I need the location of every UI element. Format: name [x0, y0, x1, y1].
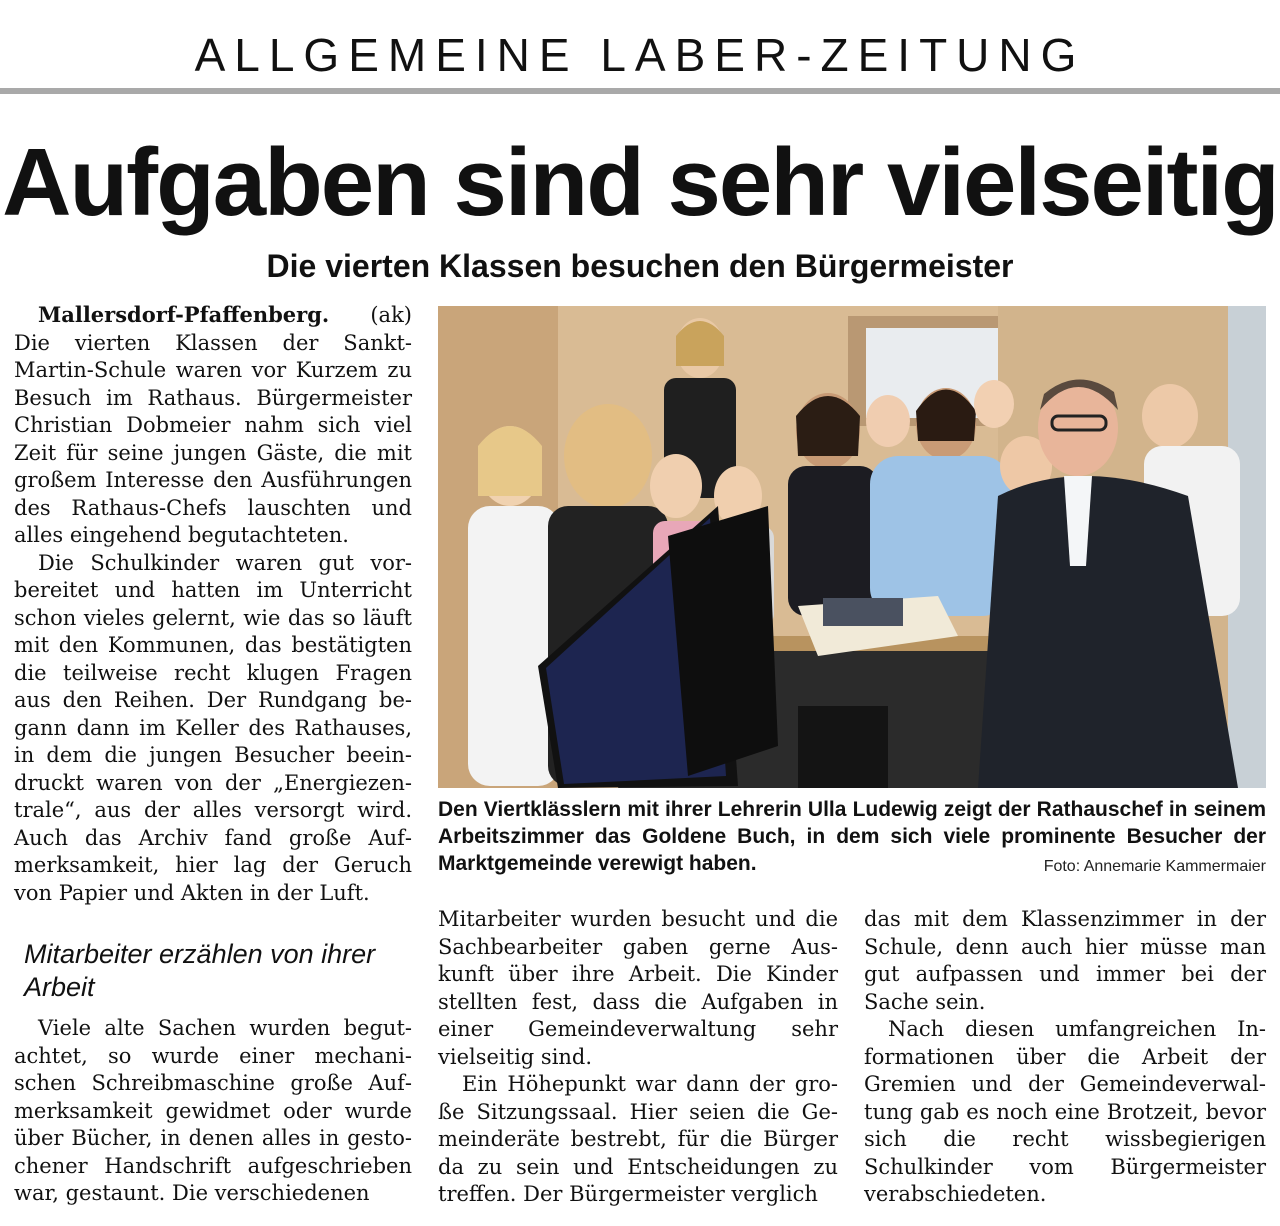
article-photo — [438, 306, 1266, 788]
article-subheadline: Die vierten Klassen besuchen den Bürgermeister — [266, 248, 1014, 284]
article-paragraph: Ein Höhepunkt war dann der große Sitzungssaal. Hier seien die Gemeinderäte bestrebt, für die Bürger da zu sein und Entscheidungen zu treffen. Der Bürgermeister verglich — [438, 1072, 838, 1206]
article-paragraph: Nach diesen umfangreichen Informationen über die Arbeit der Gremien und der Gemeindeverwaltung gab es noch eine Brotzeit, bevor sich die recht wissbegierigen Schulkinder vom Bürgermeister verabschiedeten. — [864, 1017, 1266, 1206]
article-headline: Aufgaben sind sehr vielseitig — [2, 129, 1278, 236]
photo-credit: Foto: Annemarie Kammermaier — [1043, 858, 1266, 875]
classroom-photo-illustration — [438, 306, 1266, 788]
article-paragraph: Mitarbeiter wurden besucht und die Sachbearbeiter gaben gerne Auskunft über ihre Arbeit. Die Kinder stellten fest, dass die Aufgaben in einer Gemeindeverwaltung sehr vielseitig sind. — [438, 907, 838, 1069]
photo-caption: Den Viertklässlern mit ihrer Lehrerin Ulla Ludewig zeigt der Rathauschef in seinem Arbeitszimmer das Goldene Buch, in dem sich viele prominente Besucher der Marktgemeinde verewigt haben. — [438, 798, 1266, 875]
newspaper-masthead: ALLGEMEINE LABER-ZEITUNG — [194, 29, 1086, 81]
article-column-1-top — [14, 301, 412, 907]
article-paragraph-text: (ak) Die vierten Klassen der Sankt-Martin-Schule waren vor Kurzem zu Besuch im Rathaus. Bürgermeister Christian Dobmeier nahm sich viel Zeit für seine jungen Gäste, die mit großem Interesse den Ausführungen des Rathaus-Chefs lauschten und alles eingehend begutachteten. — [14, 303, 412, 547]
article-dateline: Mallersdorf-Pfaffenberg. — [38, 302, 330, 327]
article-intertitle: Mitarbeiter erzählen von ihrer Arbeit — [24, 939, 376, 1002]
article-paragraph — [14, 301, 412, 550]
article-paragraph: Viele alte Sachen wurden begutachtet, so wurde einer mechanischen Schreibmaschine große Aufmerksamkeit gewidmet oder wurde über Bücher, in denen alles in gestochener Handschrift aufgeschrieben war, gestaunt. Die verschiedenen — [14, 1016, 412, 1205]
article-paragraph: das mit dem Klassenzimmer in der Schule, denn auch hier müsse man gut aufpassen und immer bei der Sache sein. — [864, 907, 1266, 1014]
article-paragraph: Die Schulkinder waren gut vorbereitet und hatten im Unterricht schon vieles gelernt, wie das so läuft mit den Kommunen, das bestätigten die teilweise recht klugen Fragen aus den Reihen. Der Rundgang begann dann im Keller des Rathauses, in dem die jungen Besucher beeindruckt waren von der „Energiezentrale“, aus der alles versorgt wird. Auch das Archiv fand große Aufmerksamkeit, hier lag der Geruch von Papier und Akten in der Luft. — [14, 550, 412, 905]
article-column-2 — [438, 906, 838, 1209]
article-column-1-bottom — [14, 1015, 412, 1208]
article-column-3 — [864, 906, 1266, 1209]
masthead-divider — [0, 88, 1280, 94]
